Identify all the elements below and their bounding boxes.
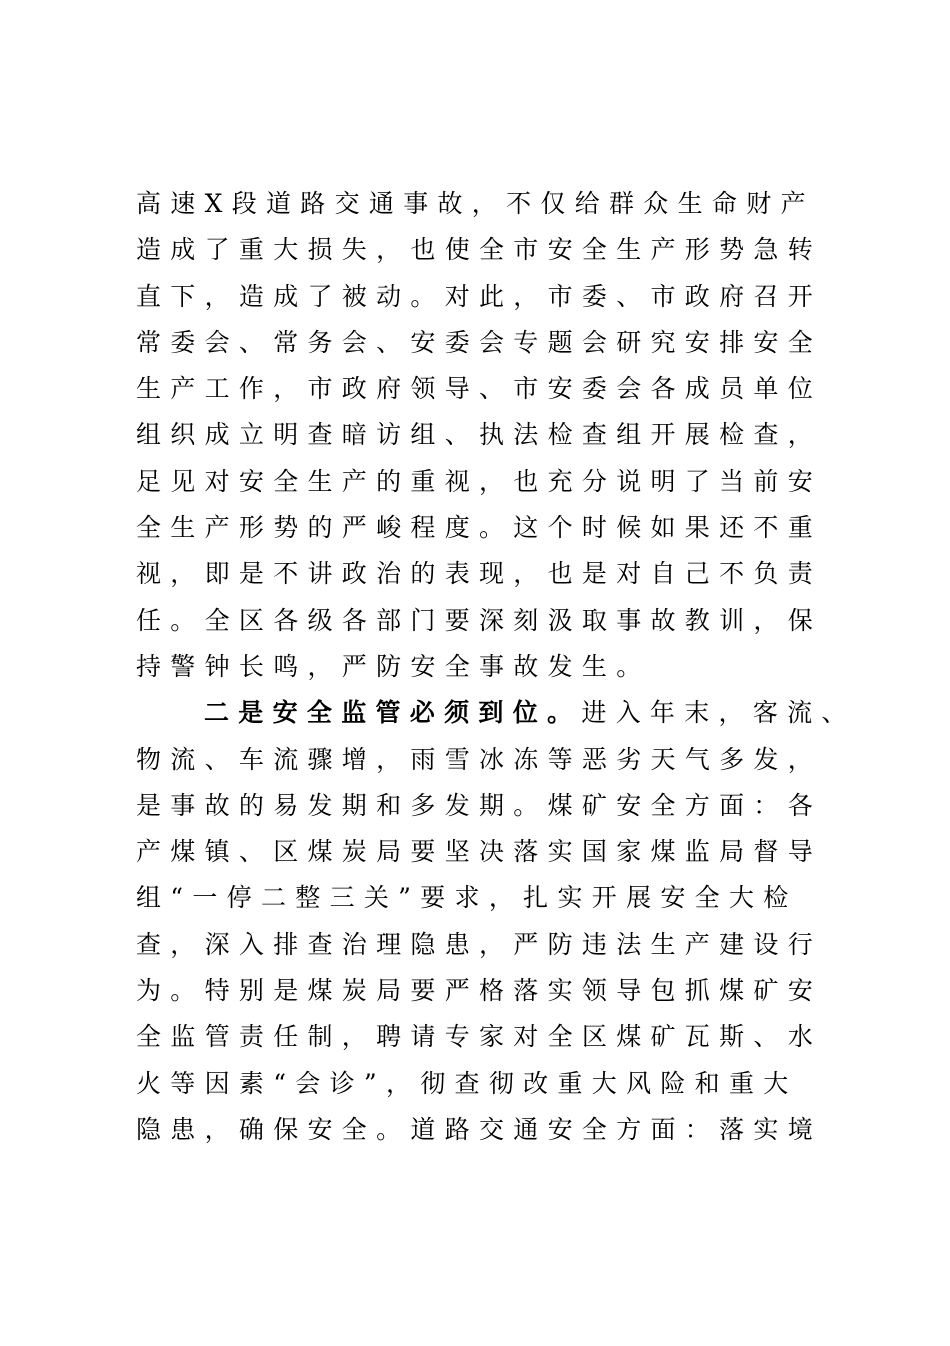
- text-line: 足见对安全生产的重视，也充分说明了当前安: [136, 466, 823, 496]
- text-line: 为。特别是煤炭局要严格落实领导包抓煤矿安: [136, 976, 823, 1006]
- paragraph-2: [136, 690, 856, 1153]
- text-line: 物流、车流骤增，雨雪冰冻等恶劣天气多发，: [136, 744, 823, 774]
- text-line: 组织成立明查暗访组、执法检查组开展检查，: [136, 420, 823, 450]
- text-line-first: [136, 690, 856, 736]
- text-line: 全监管责任制，聘请专家对全区煤矿瓦斯、水: [136, 1022, 823, 1052]
- text-line: 全生产形势的严峻程度。这个时候如果还不重: [136, 513, 823, 543]
- text-line: 常委会、常务会、安委会专题会研究安排安全: [136, 327, 823, 357]
- text-line: 查，深入排查治理隐患，严防违法生产建设行: [136, 929, 823, 959]
- text-line: 高速X段道路交通事故，不仅给群众生命财产: [136, 189, 815, 218]
- text-line: 是事故的易发期和多发期。煤矿安全方面：各: [136, 790, 823, 820]
- document-body: [136, 181, 856, 1153]
- text-line: 直下，造成了被动。对此，市委、市政府召开: [136, 281, 823, 311]
- text-line: 持警钟长鸣，严防安全事故发生。: [136, 651, 651, 681]
- text-line: 隐患，确保安全。道路交通安全方面：落实境: [136, 1114, 823, 1144]
- text-line: 造成了重大损失，也使全市安全生产形势急转: [136, 235, 823, 265]
- text-line: 组“一停二整三关”要求，扎实开展安全大检: [136, 883, 798, 913]
- text-line: 火等因素“会诊”，彻查彻改重大风险和重大: [136, 1068, 798, 1098]
- text-line: 产煤镇、区煤炭局要坚决落实国家煤监局督导: [136, 837, 823, 867]
- text-line: 视，即是不讲政治的表现，也是对自己不负责: [136, 559, 823, 589]
- text-line: 生产工作，市政府领导、市安委会各成员单位: [136, 374, 823, 404]
- paragraph-1: [136, 181, 826, 690]
- text-run: 进入年末，客流、: [581, 698, 856, 728]
- section-heading: 二是安全监管必须到位。: [204, 698, 582, 728]
- text-line: 任。全区各级各部门要深刻汲取事故教训，保: [136, 605, 823, 635]
